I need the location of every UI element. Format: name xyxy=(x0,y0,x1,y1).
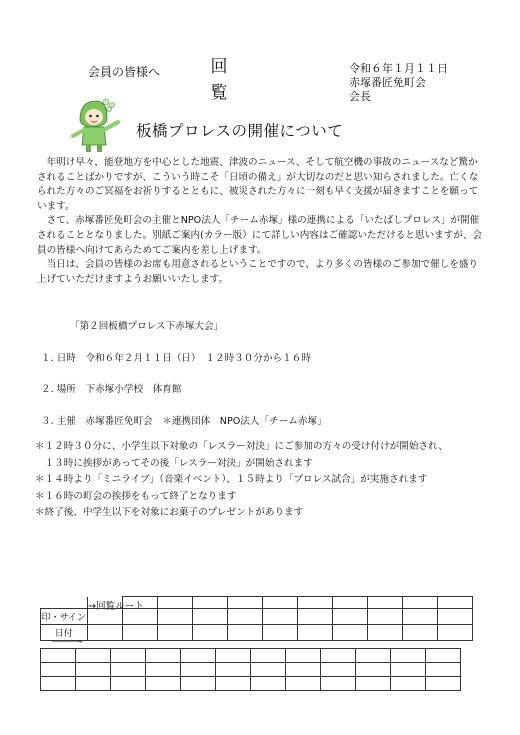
date-cell[interactable] xyxy=(297,625,332,641)
route-cell[interactable] xyxy=(181,649,216,663)
date-cell[interactable] xyxy=(262,625,297,641)
route-cell[interactable] xyxy=(76,677,111,691)
date-cell[interactable] xyxy=(227,625,262,641)
notes-list xyxy=(35,439,448,522)
date-cell[interactable] xyxy=(332,625,367,641)
date-cell[interactable] xyxy=(157,625,192,641)
route-cell[interactable] xyxy=(251,649,286,663)
kairan-char-2: 覧 xyxy=(210,83,228,103)
route-cell[interactable] xyxy=(146,649,181,663)
paragraph-announcement: さて、赤塚番匠免町会の主催とNPO法人「チーム赤塚」様の連携による「いたばしプロレス」が開催されることとなりました。別紙ご案内(カラー版）にて詳しい内容はご確認いただけると思いますが、会員の皆様へ向けてあらためてご案内を差し上げます。 xyxy=(37,215,483,256)
route-cell[interactable] xyxy=(181,663,216,677)
route-cell[interactable] xyxy=(426,649,461,663)
mascot-icon xyxy=(66,96,128,154)
sign-cell[interactable] xyxy=(367,609,402,625)
route-label: →回覧ルート xyxy=(88,601,145,612)
route-cell[interactable] xyxy=(216,649,251,663)
kairan-char-1: 回 xyxy=(210,57,228,77)
sign-cell[interactable] xyxy=(437,609,472,625)
route-cell[interactable] xyxy=(216,677,251,691)
paragraph-greeting: 年明け早々，能登地方を中心とした地震、津波のニュース、そして航空機の事故のニュースなど驚かされることばかりですが、こういう時こそ「日頃の備え」が大切なのだと思い知らされました。亡くなられた方々のご冥福をお祈りするとともに、被災された方々に一刻も早く支援が届きますことを願っています。 xyxy=(37,157,479,212)
note-item: ＊１２時３０分に、小学生以下対象の「レスラー対決」にご参加の方々の受け付けが開始され、 xyxy=(35,441,448,452)
sign-cell[interactable] xyxy=(227,609,262,625)
route-cell[interactable] xyxy=(391,663,426,677)
organization-name: 赤塚番匠免町会 xyxy=(349,76,426,89)
route-cell[interactable] xyxy=(321,663,356,677)
sign-cell[interactable] xyxy=(297,609,332,625)
issue-date: 令和６年１月１１日 xyxy=(349,62,448,75)
date-cell[interactable] xyxy=(367,625,402,641)
date-cell[interactable] xyxy=(87,625,122,641)
route-cell[interactable] xyxy=(41,677,76,691)
document-title: 板橋プロレスの開催について xyxy=(136,122,344,140)
route-cell[interactable] xyxy=(41,649,76,663)
route-cell[interactable] xyxy=(356,677,391,691)
event-name: 「第２回板橋プロレス下赤塚大会」 xyxy=(70,321,224,332)
item-organizer: ３. 主催 赤塚番匠免町会 ＊連携団体 NPO法人「チーム赤塚」 xyxy=(41,416,327,427)
route-cell[interactable] xyxy=(391,677,426,691)
note-item: １３時に挨拶があってその後「レスラー対決」が開始されます xyxy=(35,457,313,469)
route-arrow: ―――→ xyxy=(52,637,83,646)
route-cell[interactable] xyxy=(426,663,461,677)
addressee: 会員の皆様へ xyxy=(88,65,161,79)
route-continuation-table xyxy=(40,648,461,691)
date-cell[interactable] xyxy=(402,625,437,641)
route-cell[interactable] xyxy=(356,663,391,677)
item-venue: ２. 場所 下赤塚小学校 体育館 xyxy=(41,384,182,395)
route-cell[interactable] xyxy=(111,649,146,663)
row-label-date: 日付 xyxy=(41,625,88,641)
route-cell[interactable] xyxy=(41,663,76,677)
kairan-stamp xyxy=(208,54,230,106)
sign-cell[interactable] xyxy=(332,609,367,625)
route-cell[interactable] xyxy=(251,677,286,691)
route-cell[interactable] xyxy=(181,677,216,691)
body-text xyxy=(37,156,485,287)
route-cell[interactable] xyxy=(356,649,391,663)
date-cell[interactable] xyxy=(437,625,472,641)
route-cell[interactable] xyxy=(321,677,356,691)
paragraph-request: 当日は、会員の皆様のお席も用意されるということですので、より多くの皆様のご参加で催しを盛り上げていただけますようお願いいたします。 xyxy=(37,259,479,285)
route-cell[interactable] xyxy=(146,677,181,691)
sign-cell[interactable] xyxy=(157,609,192,625)
route-cell[interactable] xyxy=(111,677,146,691)
sender-position: 会長 xyxy=(349,90,371,103)
route-cell[interactable] xyxy=(321,649,356,663)
route-cell[interactable] xyxy=(146,663,181,677)
route-cell[interactable] xyxy=(391,649,426,663)
note-item: ＊１４時より「ミニライブ」（音楽イベント）、１５時より「プロレス試合」が実施されます xyxy=(35,474,428,485)
route-cell[interactable] xyxy=(111,663,146,677)
route-cell[interactable] xyxy=(286,677,321,691)
route-cell[interactable] xyxy=(76,663,111,677)
route-cell[interactable] xyxy=(216,663,251,677)
item-datetime: １. 日時 令和６年２月１１日（日） １２時３０分から１６時 xyxy=(41,353,311,364)
note-item: ＊終了後、中学生以下を対象にお菓子のプレゼントがあります xyxy=(35,507,304,518)
route-cell[interactable] xyxy=(286,663,321,677)
route-sign-table xyxy=(40,596,473,641)
route-cell[interactable] xyxy=(286,649,321,663)
sign-cell[interactable] xyxy=(87,609,122,625)
sign-cell[interactable] xyxy=(122,609,157,625)
sender-block xyxy=(349,62,448,104)
route-cell[interactable] xyxy=(251,663,286,677)
row-label-sign: 印・サイン xyxy=(41,609,88,625)
date-cell[interactable] xyxy=(122,625,157,641)
route-cell[interactable] xyxy=(426,677,461,691)
route-cell[interactable] xyxy=(76,649,111,663)
sign-cell[interactable] xyxy=(402,609,437,625)
date-cell[interactable] xyxy=(192,625,227,641)
note-item: ＊１６時の町会の挨拶をもって終了となります xyxy=(35,490,237,502)
sign-cell[interactable] xyxy=(262,609,297,625)
sign-cell[interactable] xyxy=(192,609,227,625)
